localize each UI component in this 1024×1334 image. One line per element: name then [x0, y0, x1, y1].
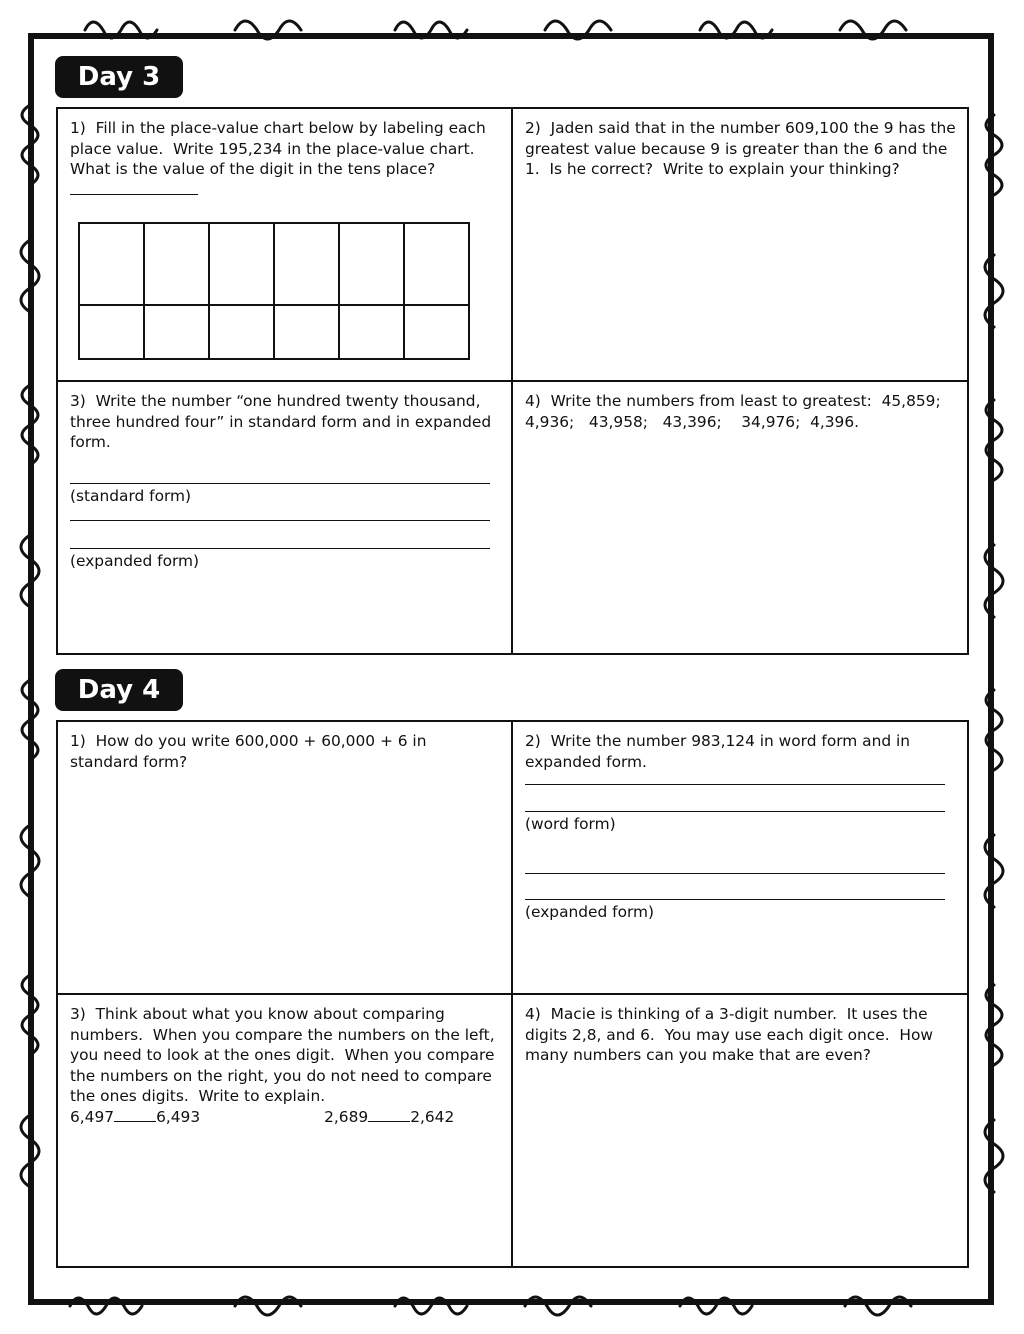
- right-number-b: 2,642: [410, 1107, 455, 1126]
- day-4-question-4: [513, 995, 969, 1266]
- expanded-form-line[interactable]: [525, 899, 945, 900]
- compare-blank-left[interactable]: [114, 1107, 156, 1122]
- comparison-row: [70, 1107, 499, 1128]
- standard-form-label: (standard form): [70, 486, 192, 505]
- answer-line[interactable]: [70, 180, 198, 195]
- expanded-form-line[interactable]: [525, 873, 945, 874]
- place-value-digit-cell[interactable]: [339, 305, 404, 359]
- place-value-digit-cell[interactable]: [209, 305, 274, 359]
- day-3-question-4: [513, 382, 969, 653]
- compare-blank-right[interactable]: [368, 1107, 410, 1122]
- question-text: 3) Think about what you know about comparing numbers. When you compare the numbers on the left, you need to look at the ones digit. When you compare the numbers on the right, you do not need to compare the ones digits. Write to explain.: [70, 1005, 500, 1106]
- question-text: 3) Write the number “one hundred twenty thousand, three hundred four” in standard form and in expanded form.: [70, 392, 496, 452]
- word-form-line[interactable]: [525, 784, 945, 785]
- question-text: 4) Write the numbers from least to greatest: 45,859; 4,936; 43,958; 43,396; 34,976; 4,396.: [525, 392, 961, 431]
- word-form-line[interactable]: [525, 811, 945, 812]
- day-3-question-2: [513, 109, 969, 382]
- place-value-digit-cell[interactable]: [404, 305, 469, 359]
- place-value-digit-cell[interactable]: [79, 305, 144, 359]
- place-value-label-cell[interactable]: [209, 223, 274, 305]
- day-3-label: Day 3: [55, 56, 183, 98]
- question-text: 4) Macie is thinking of a 3-digit number. It uses the digits 2,8, and 6. You may use each digit once. How many numbers can you make that are even?: [525, 1005, 938, 1065]
- place-value-digit-cell[interactable]: [274, 305, 339, 359]
- place-value-label-cell[interactable]: [274, 223, 339, 305]
- place-value-label-cell[interactable]: [79, 223, 144, 305]
- left-number-a: 6,497: [70, 1107, 115, 1126]
- day-3-question-3: [58, 382, 513, 653]
- day-4-label: Day 4: [55, 669, 183, 711]
- question-text: 2) Jaden said that in the number 609,100 the 9 has the greatest value because 9 is greater than the 6 and the 1. Is he correct? Write to explain your thinking?: [525, 119, 961, 179]
- expanded-form-label: (expanded form): [525, 902, 655, 921]
- expanded-form-line[interactable]: [70, 548, 490, 549]
- day-4-question-2: [513, 722, 969, 995]
- question-text: 1) How do you write 600,000 + 60,000 + 6 in standard form?: [70, 732, 432, 771]
- day-4-question-3: [58, 995, 513, 1266]
- expanded-form-line[interactable]: [70, 520, 490, 521]
- question-text: 1) Fill in the place-value chart below by labeling each place value. Write 195,234 in the place-value chart. What is the value of the digit in the tens place?: [70, 119, 491, 179]
- day-4-grid: [56, 720, 969, 1268]
- place-value-digit-cell[interactable]: [144, 305, 209, 359]
- place-value-label-cell[interactable]: [144, 223, 209, 305]
- day-3-grid: [56, 107, 969, 655]
- place-value-label-cell[interactable]: [404, 223, 469, 305]
- day-4-question-1: [58, 722, 513, 995]
- place-value-label-cell[interactable]: [339, 223, 404, 305]
- expanded-form-label: (expanded form): [70, 552, 200, 571]
- right-number-a: 2,689: [324, 1107, 369, 1126]
- standard-form-line[interactable]: [70, 483, 490, 484]
- word-form-label: (word form): [525, 815, 616, 834]
- place-value-chart: [78, 222, 470, 360]
- question-text: 2) Write the number 983,124 in word form and in expanded form.: [525, 732, 915, 771]
- left-number-b: 6,493: [156, 1107, 201, 1126]
- day-3-question-1: [58, 109, 513, 382]
